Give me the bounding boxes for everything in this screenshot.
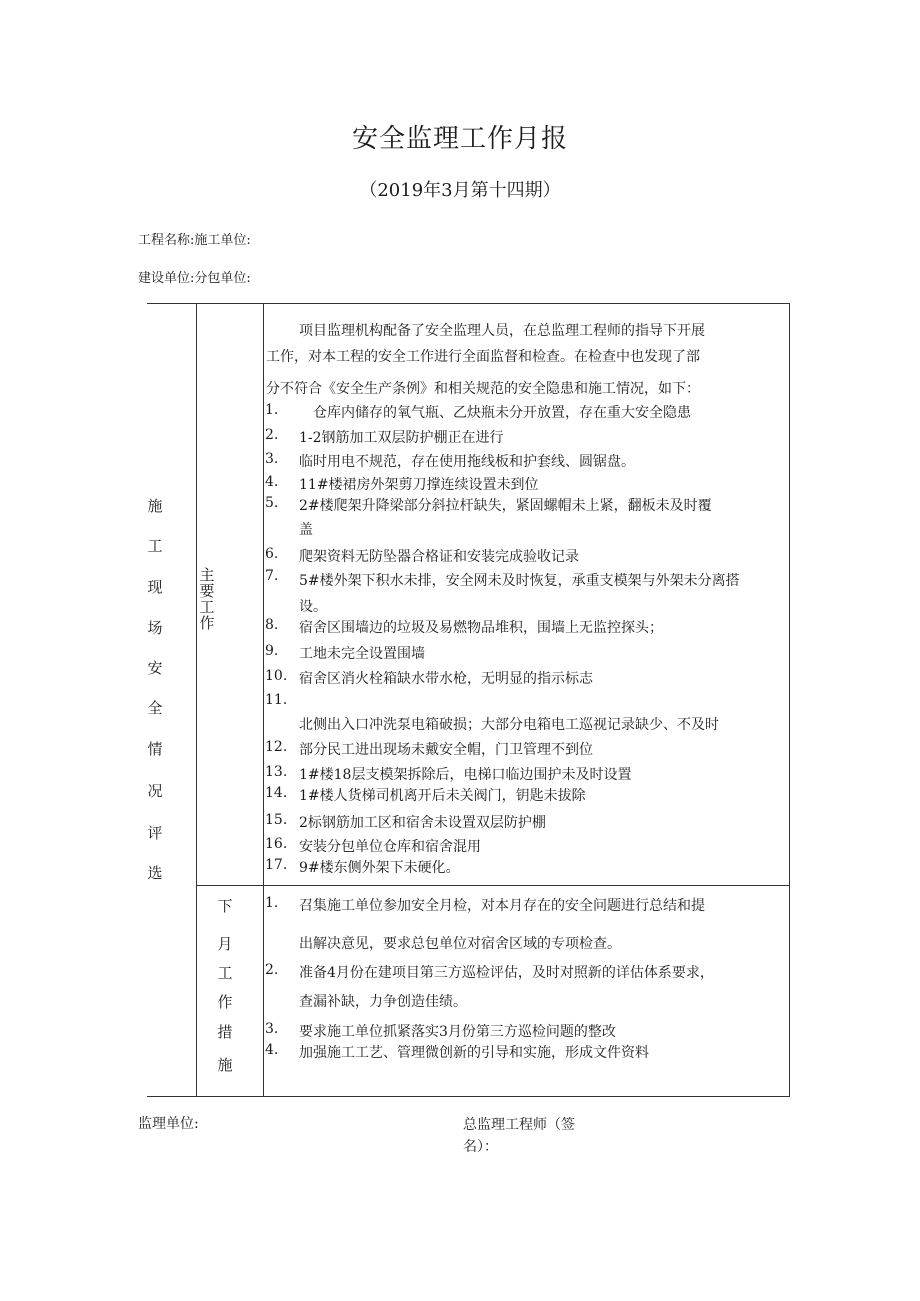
issue-text-line: 5#楼外架下积水未排，安全网未及时恢复，承重支模架与外架未分离搭 (299, 573, 740, 589)
owner-subcontractor-line: 建设单位:分包单位: (138, 271, 251, 286)
issue-text-line: 爬架资料无防坠器合格证和安装完成验收记录 (299, 549, 579, 565)
issue-text-line: 工地未完全设置围墙 (299, 646, 425, 662)
measure-number: 4. (265, 1042, 279, 1058)
issue-text-line: 2标钢筋加工区和宿舍未设置双层防护棚 (299, 815, 546, 831)
issue-number: 12. (265, 739, 288, 755)
left-label-char: 选 (147, 864, 163, 882)
page-title: 安全监理工作月报 (351, 124, 568, 154)
next-month-label-char: 月 (217, 935, 233, 953)
measure-text-line: 准备4月份在建项目第三方巡检评估，及时对照新的详估体系要求， (299, 965, 714, 981)
chief-engineer-signature-line2: 名）： (463, 1139, 498, 1155)
measure-number: 2. (265, 962, 279, 978)
left-label-char: 情 (147, 740, 163, 758)
measure-number: 1. (265, 895, 279, 911)
measure-text-line: 加强施工工艺、管理微创新的引导和实施，形成文件资料 (299, 1045, 649, 1061)
issue-number: 5. (265, 495, 279, 511)
table-row-divider (196, 885, 790, 886)
issue-number: 9. (265, 643, 279, 659)
main-work-label-char: 主 (199, 566, 215, 584)
issue-number: 11. (265, 692, 288, 708)
left-label-char: 安 (147, 659, 163, 677)
issue-text-line: 2#楼爬架升降梁部分斜拉杆缺失，紧固螺帽未上紧，翻板未及时覆 (299, 498, 712, 514)
issue-text-line: 宿舍区围墙边的垃圾及易燃物品堆积，围墙上无监控探头； (299, 620, 663, 636)
issue-text-line: 宿舍区消火栓箱缺水带水枪，无明显的指示标志 (299, 671, 593, 687)
issue-text-line: 部分民工进出现场未戴安全帽，门卫管理不到位 (299, 742, 593, 758)
issue-text-line: 临时用电不规范，存在使用拖线板和护套线、圆锯盘。 (299, 454, 635, 470)
left-label-char: 现 (147, 578, 163, 596)
issue-text-line: 北侧出入口冲洗泵电箱破损；大部分电箱电工巡视记录缺少、不及时 (299, 717, 719, 733)
issue-text-line: 9#楼东侧外架下未硬化。 (299, 860, 460, 876)
table-col-divider-1 (196, 303, 197, 1097)
issue-number: 2. (265, 427, 279, 443)
measure-text-line: 出解决意见，要求总包单位对宿舍区域的专项检查。 (299, 936, 621, 952)
table-col-divider-2 (263, 303, 264, 1097)
issue-number: 10. (265, 668, 288, 684)
main-work-label-char: 作 (199, 614, 215, 632)
issue-text-line: 1#楼人货梯司机离开后未关阀门，钥匙未拔除 (299, 788, 586, 804)
issue-text-line: 1#楼18层支模架拆除后，电梯口临边围护未及时设置 (299, 767, 632, 783)
next-month-label-char: 施 (217, 1056, 233, 1074)
page-subtitle: （2019年3月第十四期） (359, 180, 561, 201)
project-name-contractor-line: 工程名称:施工单位: (138, 233, 251, 248)
measure-text-line: 要求施工单位抓紧落实3月份第三方巡检问题的整改 (299, 1024, 616, 1040)
table-right-border (789, 303, 790, 1097)
issue-text-line: 仓库内储存的氧气瓶、乙炔瓶未分开放置，存在重大安全隐患 (313, 405, 691, 421)
left-label-char: 场 (147, 619, 163, 637)
intro-paragraph-line: 工作，对本工程的安全工作进行全面监督和检查。在检查中也发现了部 (266, 349, 700, 365)
intro-paragraph-line: 项目监理机构配备了安全监理人员，在总监理工程师的指导下开展 (299, 323, 705, 339)
main-work-label-char: 工 (199, 598, 215, 616)
issue-number: 17. (265, 857, 288, 873)
issue-number: 6. (265, 546, 279, 562)
issue-number: 8. (265, 617, 279, 633)
issue-number: 4. (265, 474, 279, 490)
measure-text-line: 查漏补缺，力争创造佳绩。 (299, 994, 467, 1010)
issue-text-line: 1-2钢筋加工双层防护棚正在进行 (299, 430, 504, 446)
left-label-char: 评 (147, 824, 163, 842)
left-label-char: 施 (147, 497, 163, 515)
measure-text-line: 召集施工单位参加安全月检，对本月存在的安全问题进行总结和提 (299, 898, 705, 914)
issue-text-line: 安装分包单位仓库和宿舍混用 (299, 839, 481, 855)
issue-text-line: 11#楼裙房外架剪刀撑连续设置未到位 (299, 477, 539, 493)
supervisor-unit-label: 监理单位: (138, 1116, 199, 1132)
table-bottom-border (147, 1096, 790, 1097)
issue-number: 15. (265, 812, 288, 828)
left-label-char: 况 (147, 782, 163, 800)
next-month-label-char: 措 (217, 1023, 233, 1041)
next-month-label-char: 作 (217, 993, 233, 1011)
issue-number: 3. (265, 451, 279, 467)
left-label-char: 全 (147, 699, 163, 717)
left-label-char: 工 (147, 537, 163, 555)
issue-text-line: 盖 (299, 522, 313, 538)
issue-number: 13. (265, 764, 288, 780)
table-top-border (147, 303, 790, 304)
intro-paragraph-line: 分不符合《安全生产条例》和相关规范的安全隐患和施工情况，如下： (266, 381, 700, 397)
issue-number: 1. (265, 402, 279, 418)
next-month-label-char: 下 (217, 897, 233, 915)
chief-engineer-signature-line1: 总监理工程师（签 (463, 1117, 575, 1133)
main-work-label-char: 要 (199, 582, 215, 600)
issue-number: 14. (265, 785, 288, 801)
next-month-label-char: 工 (217, 964, 233, 982)
measure-number: 3. (265, 1021, 279, 1037)
issue-text-line: 设。 (299, 599, 327, 615)
issue-number: 16. (265, 836, 288, 852)
issue-number: 7. (265, 568, 279, 584)
